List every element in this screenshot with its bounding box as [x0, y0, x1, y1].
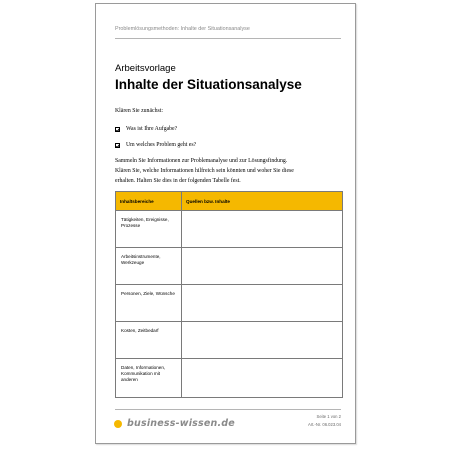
checklist-item-label: Was ist Ihre Aufgabe? — [126, 126, 178, 132]
article-number: Art.-Nr. 06.023.04 — [307, 422, 341, 427]
document-title: Inhalte der Situationsanalyse — [115, 77, 302, 92]
table-header-cell: Inhaltsbereiche — [116, 192, 182, 211]
checklist-item — [115, 142, 196, 148]
information-table — [115, 191, 343, 398]
table-row — [116, 322, 343, 359]
table-cell-input[interactable] — [182, 248, 343, 285]
table-row — [116, 285, 343, 322]
paragraph-line: Sammeln Sie Informationen zur Problemanalyse und zur Lösungsfindung. — [115, 158, 288, 164]
table-cell-input[interactable] — [182, 285, 343, 322]
intro-text: Klären Sie zunächst: — [115, 108, 163, 114]
table-header-cell: Quellen bzw. Inhalte — [182, 192, 343, 211]
logo-dot-icon — [114, 420, 122, 428]
business-wissen-logo — [114, 418, 235, 429]
table-cell-input[interactable] — [182, 322, 343, 359]
checklist-item-label: Um welches Problem geht es? — [126, 142, 197, 148]
table-cell-category: Arbeitsinstrumente, Werkzeuge — [116, 248, 182, 285]
table-cell-input[interactable] — [182, 359, 343, 398]
paragraph-line: Klären Sie, welche Informationen hilfreich sein könnten und woher Sie diese — [115, 168, 294, 174]
checklist-item — [115, 126, 177, 132]
table-row — [116, 248, 343, 285]
table-cell-input[interactable] — [182, 211, 343, 248]
table-row — [116, 359, 343, 398]
table-header-row — [116, 192, 343, 211]
table-cell-category: Daten, Informationen, Kommunikation mit anderen — [116, 359, 182, 398]
table-cell-category: Tätigkeiten, Ereignisse, Prozesse — [116, 211, 182, 248]
checkbox-checked-icon — [115, 127, 120, 132]
document-header: Problemlösungsmethoden: Inhalte der Situationsanalyse — [115, 26, 250, 32]
header-divider — [115, 38, 341, 39]
document-subtitle: Arbeitsvorlage — [115, 63, 176, 74]
paragraph-line: erhalten. Halten Sie dies in der folgenden Tabelle fest. — [115, 178, 241, 184]
footer-divider — [115, 409, 341, 410]
table-cell-category: Kosten, Zeitbedarf — [116, 322, 182, 359]
page-number: Seite 1 von 2 — [316, 414, 341, 419]
document-page — [95, 3, 356, 444]
table-cell-category: Personen, Ziele, Wünsche — [116, 285, 182, 322]
logo-text: business-wissen.de — [127, 418, 235, 429]
checkbox-checked-icon — [115, 143, 120, 148]
table-row — [116, 211, 343, 248]
